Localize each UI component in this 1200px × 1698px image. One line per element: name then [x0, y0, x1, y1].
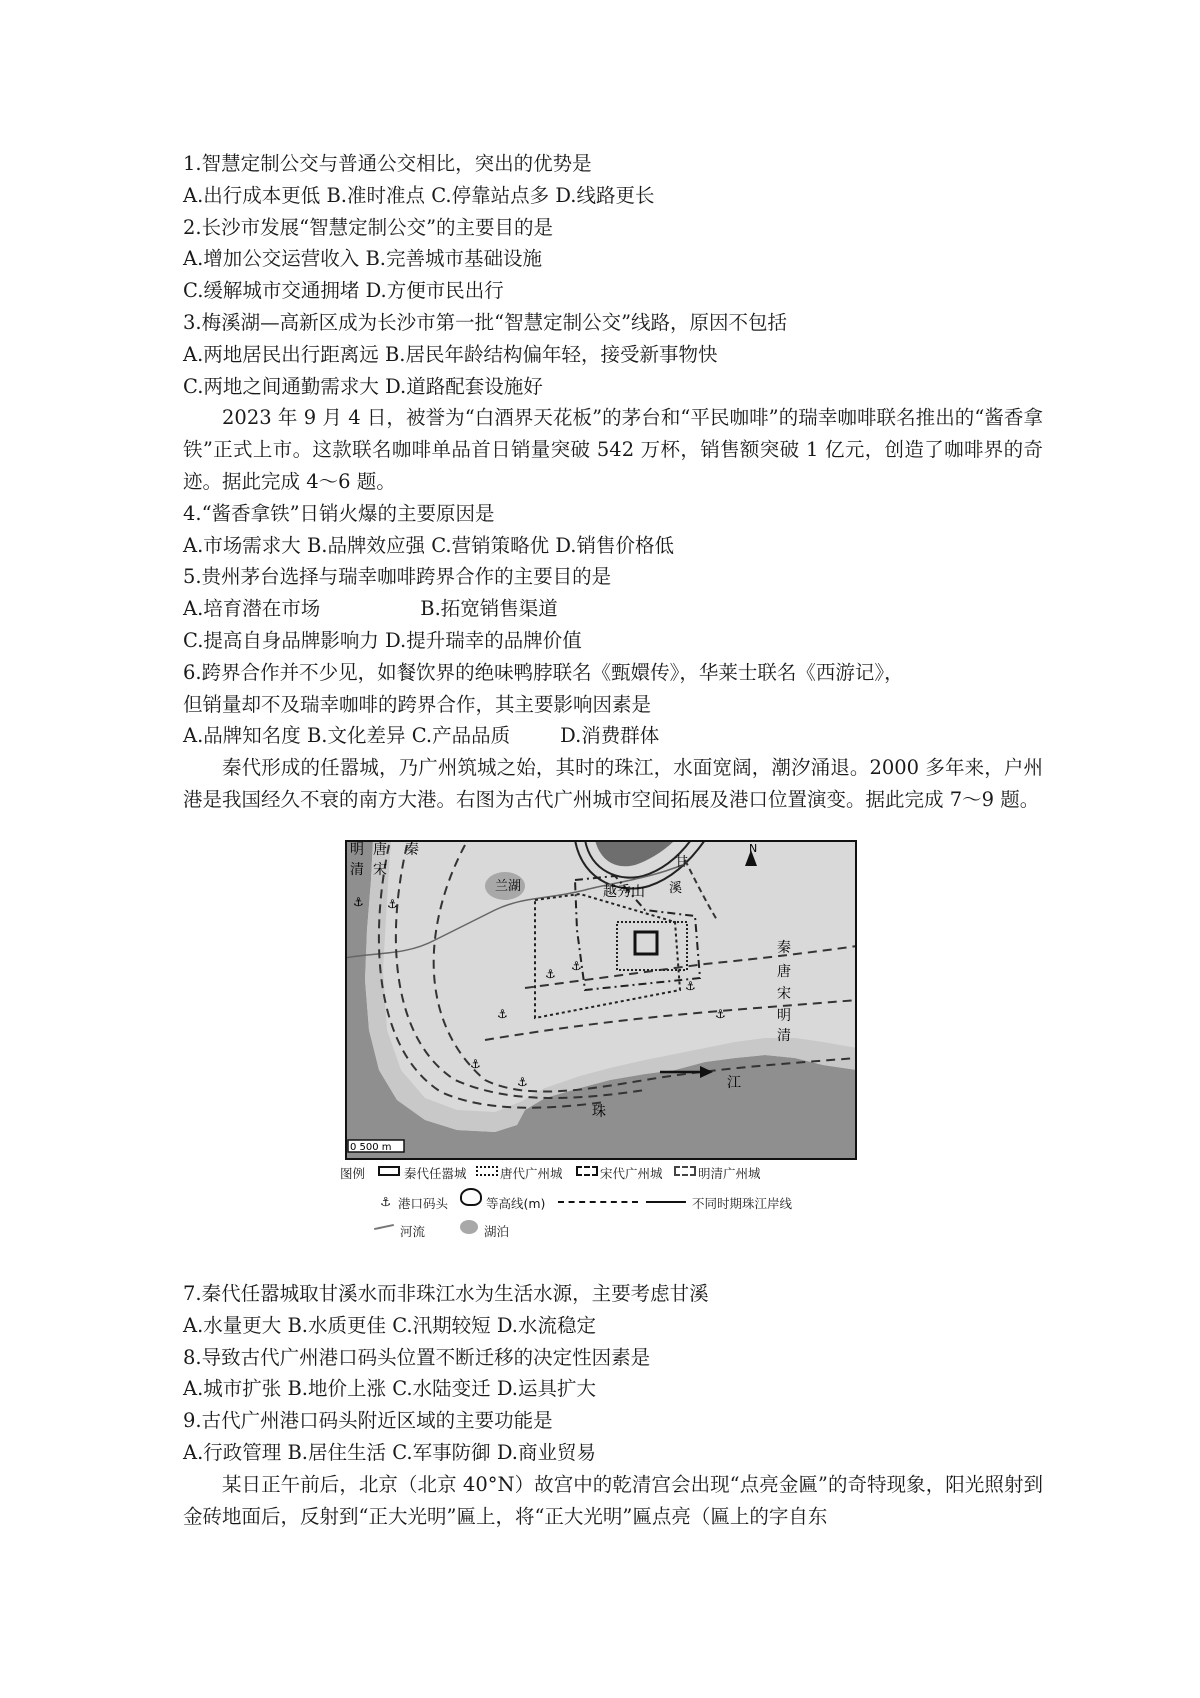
north-label: N — [749, 842, 758, 855]
port-anchor-icon: ⚓ — [517, 1075, 528, 1089]
q6-stem-line1: 6.跨界合作并不少见，如餐饮界的绝味鸭脖联名《甄嬛传》，华莱士联名《西游记》， — [183, 660, 904, 684]
q8-options: A.城市扩张 B.地价上涨 C.水陆变迁 D.运具扩大 — [183, 1377, 596, 1401]
q5-option-b: B.拓宽销售渠道 — [420, 597, 558, 621]
legend-contour: 等高线(m) — [486, 1196, 546, 1211]
passage-coffee: 2023 年 9 月 4 日，被誉为“白酒界天花板”的茅台和“平民咖啡”的瑞幸咖啡联名推出的“酱香拿铁”正式上市。这款联名咖啡单品首日销量突破 542 万杯，销售额突破 1 亿元，创造了咖啡界的奇迹。据此完成 4～6 题。 — [183, 406, 1043, 493]
river-label-jiang: 江 — [727, 1075, 741, 1091]
port-anchor-icon: ⚓ — [715, 1007, 726, 1021]
port-anchor-icon: ⚓ — [685, 979, 696, 993]
label-gan: 甘 — [675, 855, 689, 870]
legend-shoreline: 不同时期珠江岸线 — [692, 1196, 793, 1211]
legend-river: 河流 — [400, 1224, 426, 1239]
questions-7-9-block — [183, 1278, 1043, 1532]
q9-stem: 9.古代广州港口码头附近区域的主要功能是 — [183, 1409, 553, 1433]
q3-options-cd: C.两地之间通勤需求大 D.道路配套设施好 — [183, 374, 543, 398]
label-ming: 明 — [350, 842, 364, 858]
river-swatch-icon — [374, 1224, 394, 1230]
q7-stem: 7.秦代任嚣城取甘溪水而非珠江水为生活水源，主要考虑甘溪 — [183, 1282, 709, 1305]
q2-options-cd: C.缓解城市交通拥堵 D.方便市民出行 — [183, 279, 504, 303]
port-anchor-icon: ⚓ — [497, 1007, 508, 1021]
legend-tang-swatch — [476, 1166, 498, 1176]
scale-label: 0 500 m — [350, 1142, 392, 1153]
label-tang: 唐 — [373, 842, 387, 858]
legend-shoreline-swatch — [558, 1201, 638, 1203]
passage-guangzhou: 秦代形成的任嚣城，乃广州筑城之始，其时的珠江，水面宽阔，潮汐涌退。2000 多年来，户州港是我国经久不衰的南方大港。右图为古代广州城市空间拓展及港口位置演变。据此完成 7～9 题。 — [183, 756, 1043, 811]
legend-mingqing-swatch — [674, 1166, 696, 1176]
lake-swatch-icon — [460, 1220, 478, 1234]
port-anchor-icon: ⚓ — [470, 1057, 481, 1071]
questions-1-6-block — [183, 148, 1043, 816]
mountain-label: 越秀山 — [603, 884, 645, 900]
q5-stem: 5.贵州茅台选择与瑞幸咖啡跨界合作的主要目的是 — [183, 565, 612, 589]
port-anchor-icon: ⚓ — [545, 967, 556, 981]
port-anchor-icon: ⚓ — [380, 1194, 392, 1209]
right-label-tang: 唐 — [777, 964, 791, 980]
label-song: 宋 — [373, 862, 387, 878]
map-legend — [340, 1164, 860, 1264]
q6-stem-line2: 但销量却不及瑞幸咖啡的跨界合作，其主要影响因素是 — [183, 692, 652, 716]
q6-option-d: D.消费群体 — [560, 724, 660, 748]
label-qin: 秦 — [405, 842, 419, 858]
q1-stem: 1.智慧定制公交与普通公交相比，突出的优势是 — [183, 152, 592, 175]
q4-options: A.市场需求大 B.品牌效应强 C.营销策略优 D.销售价格低 — [183, 533, 674, 557]
q1-options: A.出行成本更低 B.准时准点 C.停靠站点多 D.线路更长 — [183, 183, 655, 207]
right-label-song: 宋 — [777, 986, 791, 1002]
port-anchor-icon: ⚓ — [353, 895, 364, 909]
contour-swatch-icon — [460, 1188, 482, 1206]
q6-options-abc: A.品牌知名度 B.文化差异 C.产品品质 — [183, 724, 511, 748]
passage-palace: 某日正午前后，北京（北京 40°N）故宫中的乾清宫会出现“点亮金匾”的奇特现象，阳光照射到金砖地面后，反射到“正大光明”匾上，将“正大光明”匾点亮（匾上的字自东 — [183, 1472, 1043, 1528]
legend-shoreline-swatch-solid — [646, 1201, 686, 1203]
legend-mingqing: 明清广州城 — [698, 1166, 761, 1181]
legend-tang: 唐代广州城 — [500, 1166, 563, 1181]
q3-options-ab: A.两地居民出行距离远 B.居民年龄结构偏年轻，接受新事物快 — [183, 342, 718, 366]
legend-port: 港口码头 — [398, 1196, 449, 1211]
port-anchor-icon: ⚓ — [387, 897, 398, 911]
label-qing: 清 — [350, 862, 364, 878]
port-anchor-icon: ⚓ — [571, 959, 582, 973]
legend-qin-swatch — [378, 1166, 400, 1176]
q6-options — [183, 720, 1043, 752]
right-label-qing: 清 — [777, 1028, 791, 1044]
q2-stem: 2.长沙市发展“智慧定制公交”的主要目的是 — [183, 215, 554, 239]
q7-options: A.水量更大 B.水质更佳 C.汛期较短 D.水流稳定 — [183, 1313, 596, 1337]
q5-options-cd: C.提高自身品牌影响力 D.提升瑞幸的品牌价值 — [183, 628, 582, 652]
q9-options: A.行政管理 B.居住生活 C.军事防御 D.商业贸易 — [183, 1440, 596, 1464]
legend-lake: 湖泊 — [484, 1224, 510, 1239]
q2-options-ab: A.增加公交运营收入 B.完善城市基础设施 — [183, 247, 543, 271]
q8-stem: 8.导致古代广州港口码头位置不断迁移的决定性因素是 — [183, 1345, 651, 1369]
q4-stem: 4.“酱香拿铁”日销火爆的主要原因是 — [183, 501, 495, 525]
label-xi: 溪 — [669, 881, 683, 896]
legend-song-swatch — [576, 1166, 598, 1176]
legend-qin: 秦代任嚣城 — [404, 1166, 467, 1181]
right-label-qin: 秦 — [777, 940, 791, 956]
guangzhou-map — [345, 840, 857, 1160]
river-label-zhu: 珠 — [592, 1104, 606, 1120]
right-label-ming: 明 — [777, 1008, 791, 1024]
q5-options-ab — [183, 593, 1043, 625]
legend-title: 图例 — [340, 1166, 366, 1181]
lake-label: 兰湖 — [495, 879, 522, 894]
q5-option-a: A.培育潜在市场 — [183, 597, 321, 621]
q3-stem: 3.梅溪湖—高新区成为长沙市第一批“智慧定制公交”线路，原因不包括 — [183, 310, 788, 334]
legend-song: 宋代广州城 — [600, 1166, 663, 1181]
